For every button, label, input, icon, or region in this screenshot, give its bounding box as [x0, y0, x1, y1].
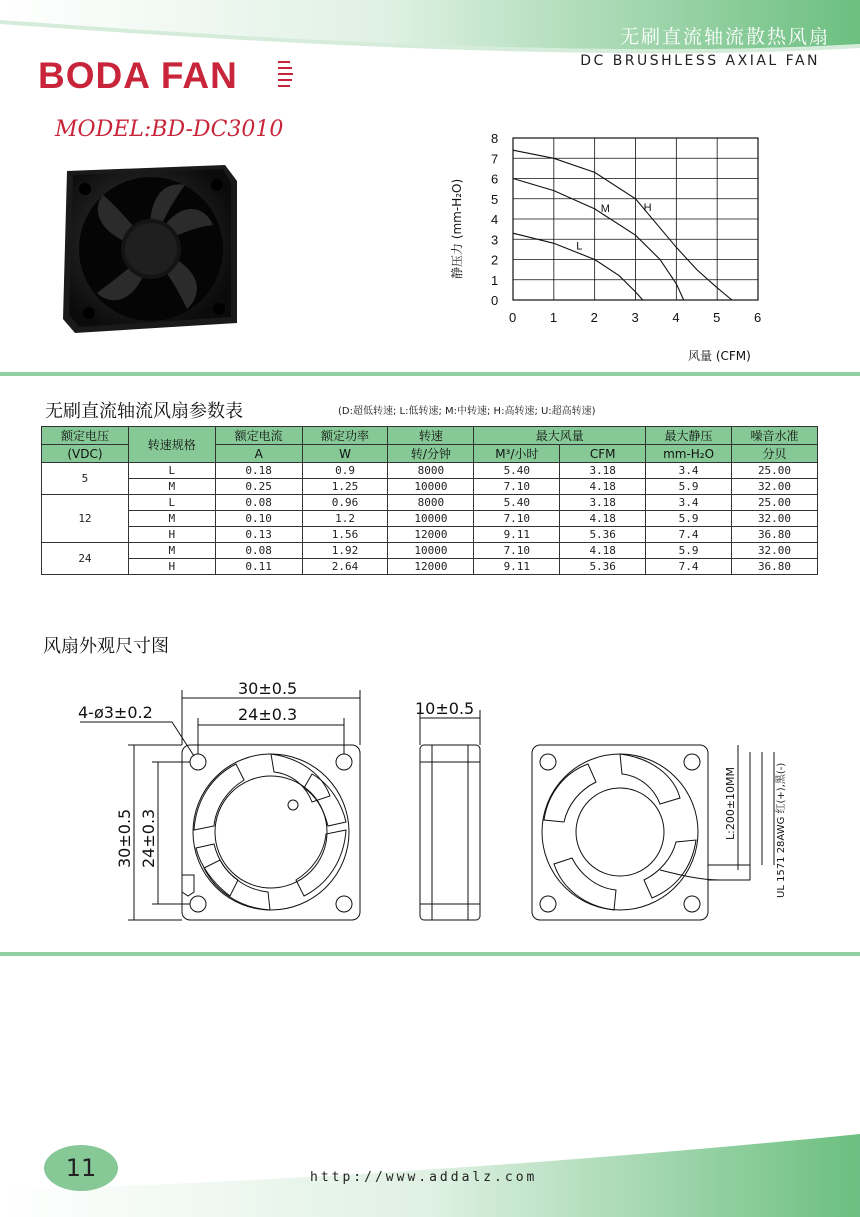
col-subheader: CFM [560, 445, 646, 463]
table-cell: L [128, 463, 215, 479]
y-tick-label: 7 [491, 151, 499, 167]
dim-lead-length: L:200±10MM [724, 766, 737, 840]
table-cell: M [128, 511, 215, 527]
wire-spec: UL 1571 28AWG 红(+),黑(-) [776, 762, 787, 898]
table-cell: M [128, 479, 215, 495]
series-label-l: L [576, 240, 583, 253]
table-cell: 0.08 [215, 495, 302, 511]
y-tick-label: 8 [491, 131, 499, 146]
table-cell: 7.10 [474, 543, 560, 559]
col-subheader: W [302, 445, 388, 463]
table-cell: 7.10 [474, 511, 560, 527]
table-cell: 3.4 [646, 495, 732, 511]
series-label-h: H [643, 201, 652, 214]
table-cell: 0.9 [302, 463, 388, 479]
x-tick-label: 5 [713, 310, 721, 325]
x-tick-label: 1 [549, 310, 558, 325]
table-cell: 32.00 [732, 543, 818, 559]
table-cell: 0.13 [215, 527, 302, 543]
table-cell: 25.00 [732, 463, 818, 479]
y-tick-label: 2 [491, 252, 499, 268]
table-cell: 4.18 [560, 511, 646, 527]
table-cell: 36.80 [732, 527, 818, 543]
table-row [42, 479, 818, 495]
table-cell: 12000 [388, 559, 474, 575]
table-cell: 8000 [388, 463, 474, 479]
series-line-h [513, 150, 732, 300]
dimension-drawing [60, 670, 840, 940]
x-tick-label: 6 [754, 310, 762, 325]
website-url[interactable]: http://www.addalz.com [310, 1170, 538, 1185]
col-subheader: 转/分钟 [388, 445, 474, 463]
x-tick-label: 4 [672, 310, 680, 325]
table-cell: 1.2 [302, 511, 388, 527]
y-tick-label: 4 [491, 212, 499, 227]
dim-hole-pitch-vertical: 24±0.3 [139, 808, 158, 868]
table-cell: 7.10 [474, 479, 560, 495]
model-number: MODEL:BD-DC3010 [55, 117, 284, 142]
y-axis-label: 静压力 (mm-H₂O) [450, 178, 464, 279]
dim-depth: 10±0.5 [415, 699, 475, 718]
table-cell: 9.11 [474, 559, 560, 575]
performance-curve-chart [445, 125, 775, 370]
table-cell: 25.00 [732, 495, 818, 511]
table-cell: 10000 [388, 479, 474, 495]
table-cell: 5.36 [560, 527, 646, 543]
col-header: 最大静压 [646, 427, 732, 445]
table-cell: 0.25 [215, 479, 302, 495]
voltage-cell: 5 [42, 463, 129, 495]
col-header: 最大风量 [474, 427, 646, 445]
y-tick-label: 3 [491, 232, 499, 248]
table-cell: 10000 [388, 511, 474, 527]
table-cell: 36.80 [732, 559, 818, 575]
table-cell: 5.36 [560, 559, 646, 575]
table-cell: 5.40 [474, 463, 560, 479]
x-tick-label: 0 [509, 310, 517, 325]
table-cell: 5.9 [646, 511, 732, 527]
table-title: 无刷直流轴流风扇参数表 [45, 401, 243, 422]
table-header-row-1 [42, 427, 818, 445]
table-cell: 1.56 [302, 527, 388, 543]
dim-hole-pitch: 24±0.3 [238, 705, 298, 724]
col-subheader: 分贝 [732, 445, 818, 463]
table-cell: 0.10 [215, 511, 302, 527]
col-header: 额定电流 [215, 427, 302, 445]
table-cell: 0.18 [215, 463, 302, 479]
table-row [42, 543, 818, 559]
table-cell: 1.92 [302, 543, 388, 559]
section-divider [0, 372, 860, 376]
dim-mount-holes: 4-ø3±0.2 [78, 703, 153, 722]
table-cell: 3.18 [560, 495, 646, 511]
table-cell: 1.25 [302, 479, 388, 495]
col-subheader: A [215, 445, 302, 463]
col-header: 转速 [388, 427, 474, 445]
table-cell: 9.11 [474, 527, 560, 543]
col-subheader: M³/小时 [474, 445, 560, 463]
y-tick-label: 5 [491, 191, 499, 207]
table-cell: 5.9 [646, 543, 732, 559]
brand-name: BODA FAN [38, 55, 238, 96]
table-cell: 0.11 [215, 559, 302, 575]
col-subheader: (VDC) [42, 445, 129, 463]
y-tick-label: 6 [491, 171, 499, 187]
table-cell: 7.4 [646, 559, 732, 575]
table-row [42, 559, 818, 575]
table-row [42, 511, 818, 527]
table-cell: 5.40 [474, 495, 560, 511]
col-header: 额定功率 [302, 427, 388, 445]
table-cell: H [128, 527, 215, 543]
section-divider [0, 952, 860, 956]
table-cell: M [128, 543, 215, 559]
spec-table [41, 426, 818, 575]
col-header: 额定电压 [42, 427, 129, 445]
voltage-cell: 12 [42, 495, 129, 543]
table-cell: 32.00 [732, 511, 818, 527]
table-cell: 7.4 [646, 527, 732, 543]
table-cell: 32.00 [732, 479, 818, 495]
table-cell: 3.4 [646, 463, 732, 479]
table-cell: 5.9 [646, 479, 732, 495]
col-header: 转速规格 [128, 427, 215, 463]
table-row [42, 527, 818, 543]
table-cell: 10000 [388, 543, 474, 559]
table-row [42, 495, 818, 511]
x-axis-label: 风量 (CFM) [688, 349, 751, 363]
col-header: 噪音水准 [732, 427, 818, 445]
y-tick-label: 1 [491, 272, 499, 288]
col-subheader: mm-H₂O [646, 445, 732, 463]
header-title-cn: 无刷直流轴流散热风扇 [619, 26, 830, 48]
table-cell: L [128, 495, 215, 511]
voltage-cell: 24 [42, 543, 129, 575]
series-label-m: M [600, 202, 610, 215]
table-cell: 4.18 [560, 479, 646, 495]
table-cell: 12000 [388, 527, 474, 543]
speed-legend-note: (D:超低转速; L:低转速; M:中转速; H:高转速; U:超高转速) [338, 406, 596, 417]
table-cell: 8000 [388, 495, 474, 511]
dimension-title: 风扇外观尺寸图 [43, 636, 169, 657]
page-number: 11 [44, 1145, 118, 1191]
header-title-en: DC BRUSHLESS AXIAL FAN [580, 53, 820, 69]
table-cell: 4.18 [560, 543, 646, 559]
table-cell: 0.08 [215, 543, 302, 559]
y-tick-label: 0 [491, 293, 499, 308]
table-row [42, 463, 818, 479]
x-tick-label: 2 [590, 310, 598, 325]
table-cell: H [128, 559, 215, 575]
fan-photo [55, 155, 245, 340]
table-cell: 3.18 [560, 463, 646, 479]
table-cell: 0.96 [302, 495, 388, 511]
brand-logo [38, 54, 298, 96]
x-tick-label: 3 [631, 310, 639, 325]
dim-outer-width: 30±0.5 [238, 679, 298, 698]
table-cell: 2.64 [302, 559, 388, 575]
dim-outer-height: 30±0.5 [115, 808, 134, 868]
